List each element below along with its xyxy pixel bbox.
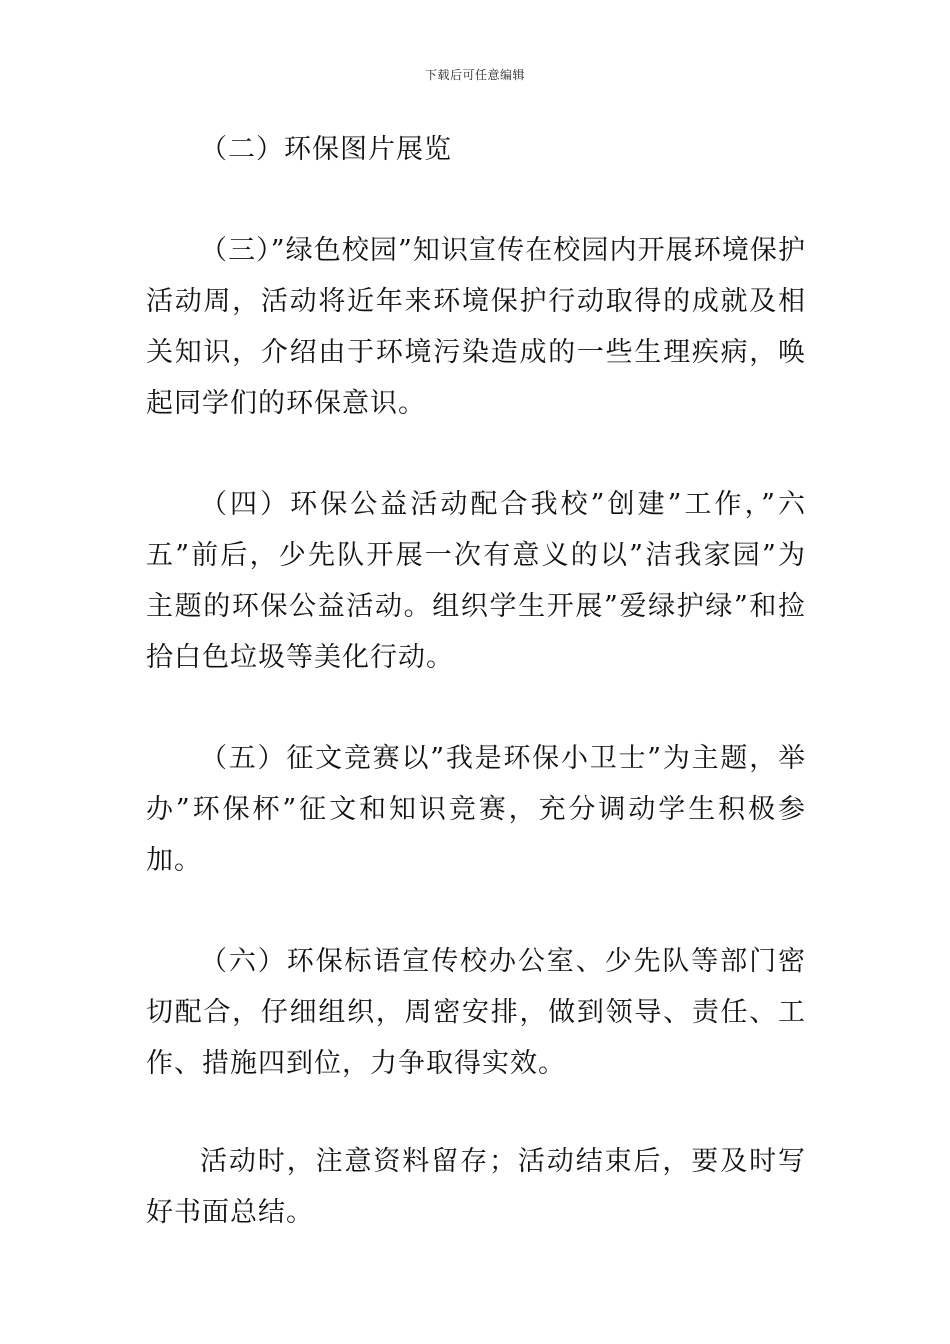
- paragraph-green-campus: （三）”绿色校园”知识宣传在校园内开展环境保护活动周，活动将近年来环境保护行动取得的成就及相关知识，介绍由于环境污染造成的一些生理疾病，唤起同学们的环保意识。: [146, 235, 806, 419]
- document-body: [146, 124, 806, 1238]
- paragraph-picture-exhibition: （二）环保图片展览: [200, 134, 452, 165]
- paragraph-summary-note: 活动时，注意资料留存；活动结束后，要及时写好书面总结。: [146, 1146, 806, 1228]
- paragraph-slogan-promotion: （六）环保标语宣传校办公室、少先队等部门密切配合，仔细组织，周密安排，做到领导、责任、工作、措施四到位，力争取得实效。: [146, 946, 806, 1079]
- paragraph-essay-contest: （五）征文竞赛以”我是环保小卫士”为主题，举办”环保杯”征文和知识竞赛，充分调动学生积极参加。: [146, 743, 806, 876]
- paragraph-public-welfare: （四）环保公益活动配合我校”创建”工作，”六五”前后，少先队开展一次有意义的以”洁我家园”为主题的环保公益活动。组织学生开展”爱绿护绿”和捡拾白色垃圾等美化行动。: [146, 489, 806, 673]
- header-note: 下载后可任意编辑: [424, 68, 525, 82]
